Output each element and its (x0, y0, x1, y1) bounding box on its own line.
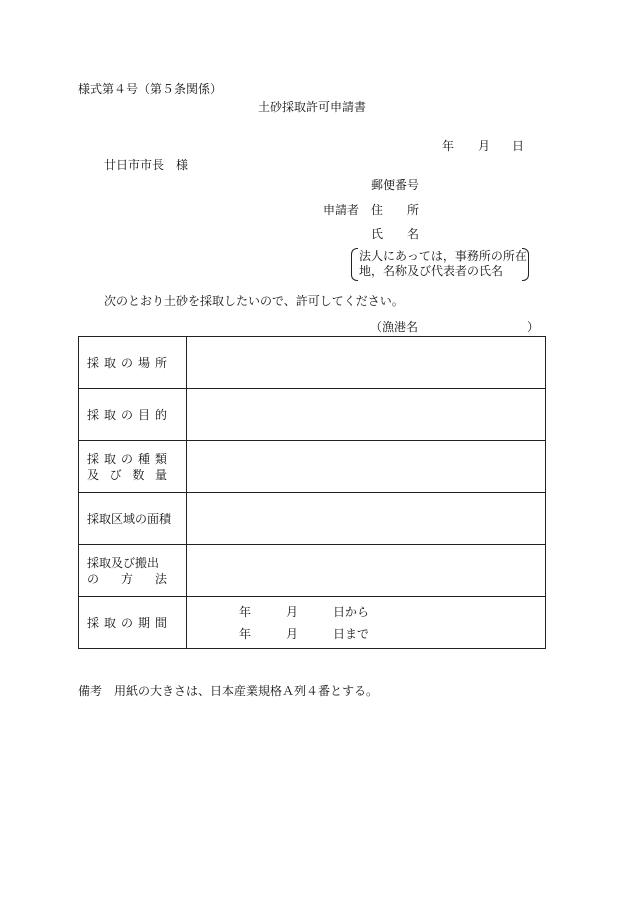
corporate-note (351, 248, 529, 281)
method-field[interactable] (187, 545, 546, 597)
date-year-label: 年 (442, 139, 455, 153)
note: 備考 用紙の大きさは、日本産業規格Ａ列４番とする。 (78, 684, 379, 698)
table-row (79, 441, 546, 493)
port-name-label: （漁港名 (370, 320, 419, 334)
postal-code-label: 郵便番号 (371, 178, 420, 192)
addressee: 廿日市市長 様 (104, 158, 189, 172)
period-label: 採 取 の 期 間 (79, 597, 187, 649)
address-label: 住 所 (371, 203, 420, 217)
date-month-label: 月 (478, 139, 491, 153)
document-title: 土砂採取許可申請書 (258, 100, 367, 114)
place-field[interactable] (187, 337, 546, 389)
table-row (79, 545, 546, 597)
form-number: 様式第４号（第５条関係） (78, 82, 223, 96)
left-bracket (351, 248, 358, 281)
table-row (79, 493, 546, 545)
application-table (78, 336, 546, 649)
right-bracket (522, 248, 529, 281)
purpose-label: 採 取 の 目 的 (79, 389, 187, 441)
corporate-note-line-2: 地，名称及び代表者の氏名 (359, 264, 504, 278)
kind-quantity-label: 採 取 の 種 類 及 び 数 量 (79, 441, 187, 493)
table-row (79, 389, 546, 441)
applicant-label: 申請者 (323, 203, 360, 217)
area-label: 採取区域の面積 (79, 493, 187, 545)
period-field[interactable] (187, 597, 546, 649)
table-row (79, 337, 546, 389)
corporate-note-line-1: 法人にあっては，事務所の所在 (359, 249, 527, 263)
area-field[interactable] (187, 493, 546, 545)
period-to-line: 年 月 日まで (239, 626, 369, 641)
port-name-close: ） (527, 320, 540, 334)
purpose-field[interactable] (187, 389, 546, 441)
request-text: 次のとおり土砂を採取したいので、許可してください。 (104, 294, 404, 308)
table-row (79, 597, 546, 649)
method-label: 採取及び搬出 の 方 法 (79, 545, 187, 597)
period-from-line: 年 月 日から (239, 604, 369, 619)
date-day-label: 日 (512, 139, 525, 153)
place-label: 採 取 の 場 所 (79, 337, 187, 389)
kind-quantity-field[interactable] (187, 441, 546, 493)
name-label: 氏 名 (371, 227, 420, 241)
